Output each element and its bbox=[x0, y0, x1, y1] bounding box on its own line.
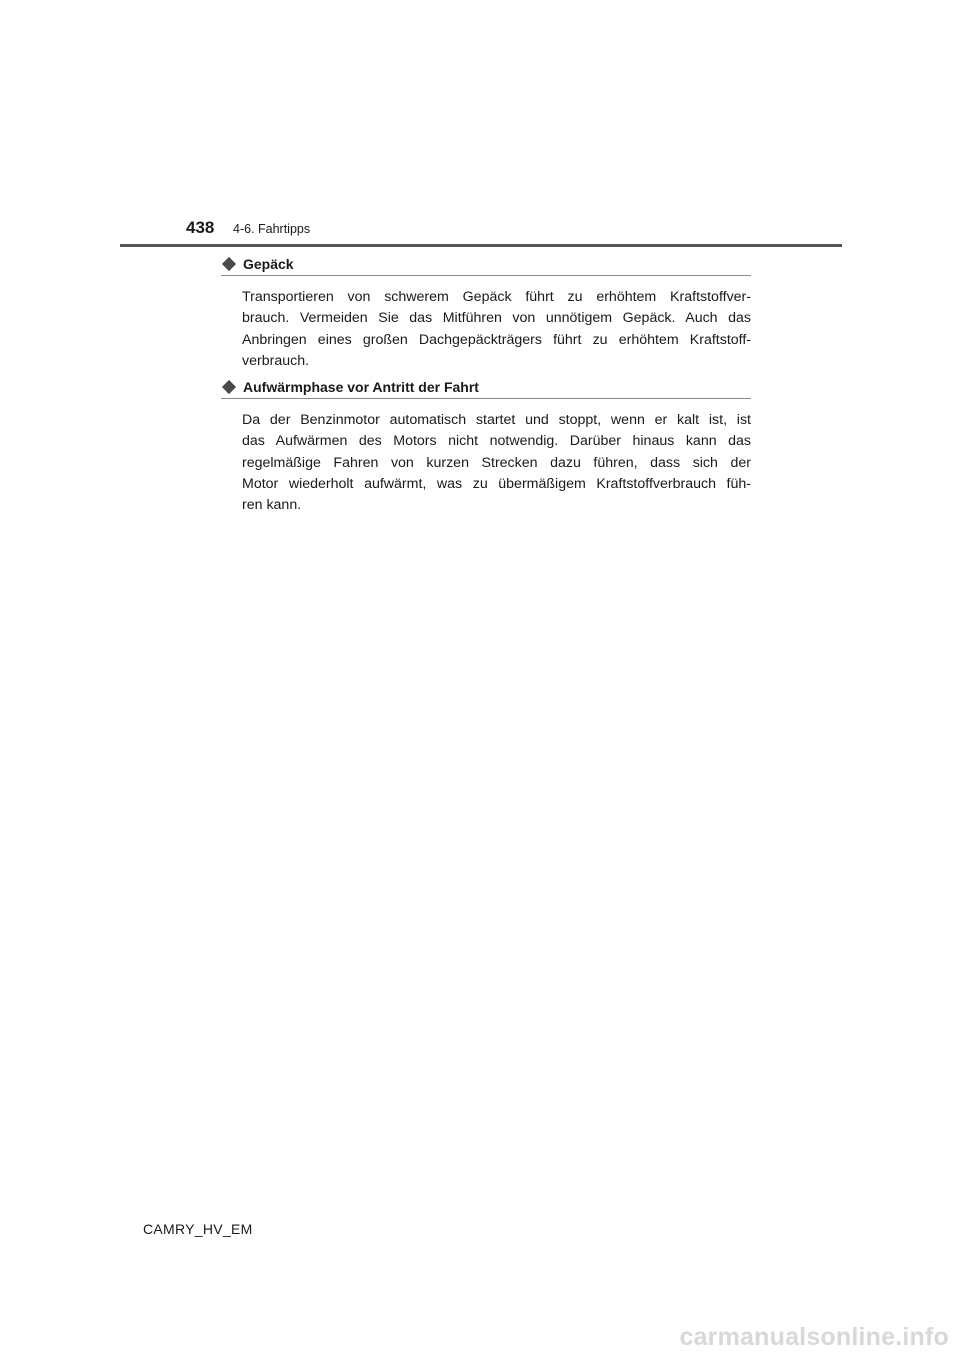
section-heading bbox=[221, 254, 751, 276]
body-line: verbrauch. bbox=[242, 352, 310, 369]
section-gepaeck bbox=[221, 254, 751, 372]
section-heading-text: Gepäck bbox=[243, 256, 294, 272]
body-line: Transportieren von schwerem Gepäck führt zu erhöhtem Kraftstoffver- bbox=[242, 289, 751, 305]
section-body bbox=[242, 410, 751, 516]
body-line: Anbringen eines großen Dachgepäckträgers führt zu erhöhtem Kraftstoff- bbox=[242, 331, 751, 348]
section-aufwaermphase bbox=[221, 377, 751, 516]
running-header: 4-6. Fahrtipps bbox=[233, 222, 311, 236]
section-body bbox=[242, 287, 751, 372]
diamond-bullet-icon bbox=[222, 257, 236, 271]
header-rule bbox=[120, 244, 842, 247]
section-heading bbox=[221, 377, 751, 399]
body-line: brauch. Vermeiden Sie das Mitführen von unnötigem Gepäck. Auch das bbox=[242, 310, 751, 327]
body-line: ren kann. bbox=[242, 497, 302, 514]
body-line: regelmäßige Fahren von kurzen Strecken dazu führen, dass sich der bbox=[242, 454, 751, 471]
diamond-bullet-icon bbox=[222, 380, 236, 394]
body-line: Motor wiederholt aufwärmt, was zu übermäßigem Kraftstoffverbrauch füh- bbox=[242, 475, 751, 492]
footer-document-code: CAMRY_HV_EM bbox=[143, 1221, 253, 1237]
body-line: Da der Benzinmotor automatisch startet und stoppt, wenn er kalt ist, ist bbox=[242, 412, 751, 428]
page-number: 438 bbox=[186, 218, 215, 237]
body-line: das Aufwärmen des Motors nicht notwendig. Darüber hinaus kann das bbox=[242, 433, 751, 450]
section-heading-text: Aufwärmphase vor Antritt der Fahrt bbox=[243, 379, 479, 395]
watermark: carmanualsonline.info bbox=[679, 1323, 949, 1351]
